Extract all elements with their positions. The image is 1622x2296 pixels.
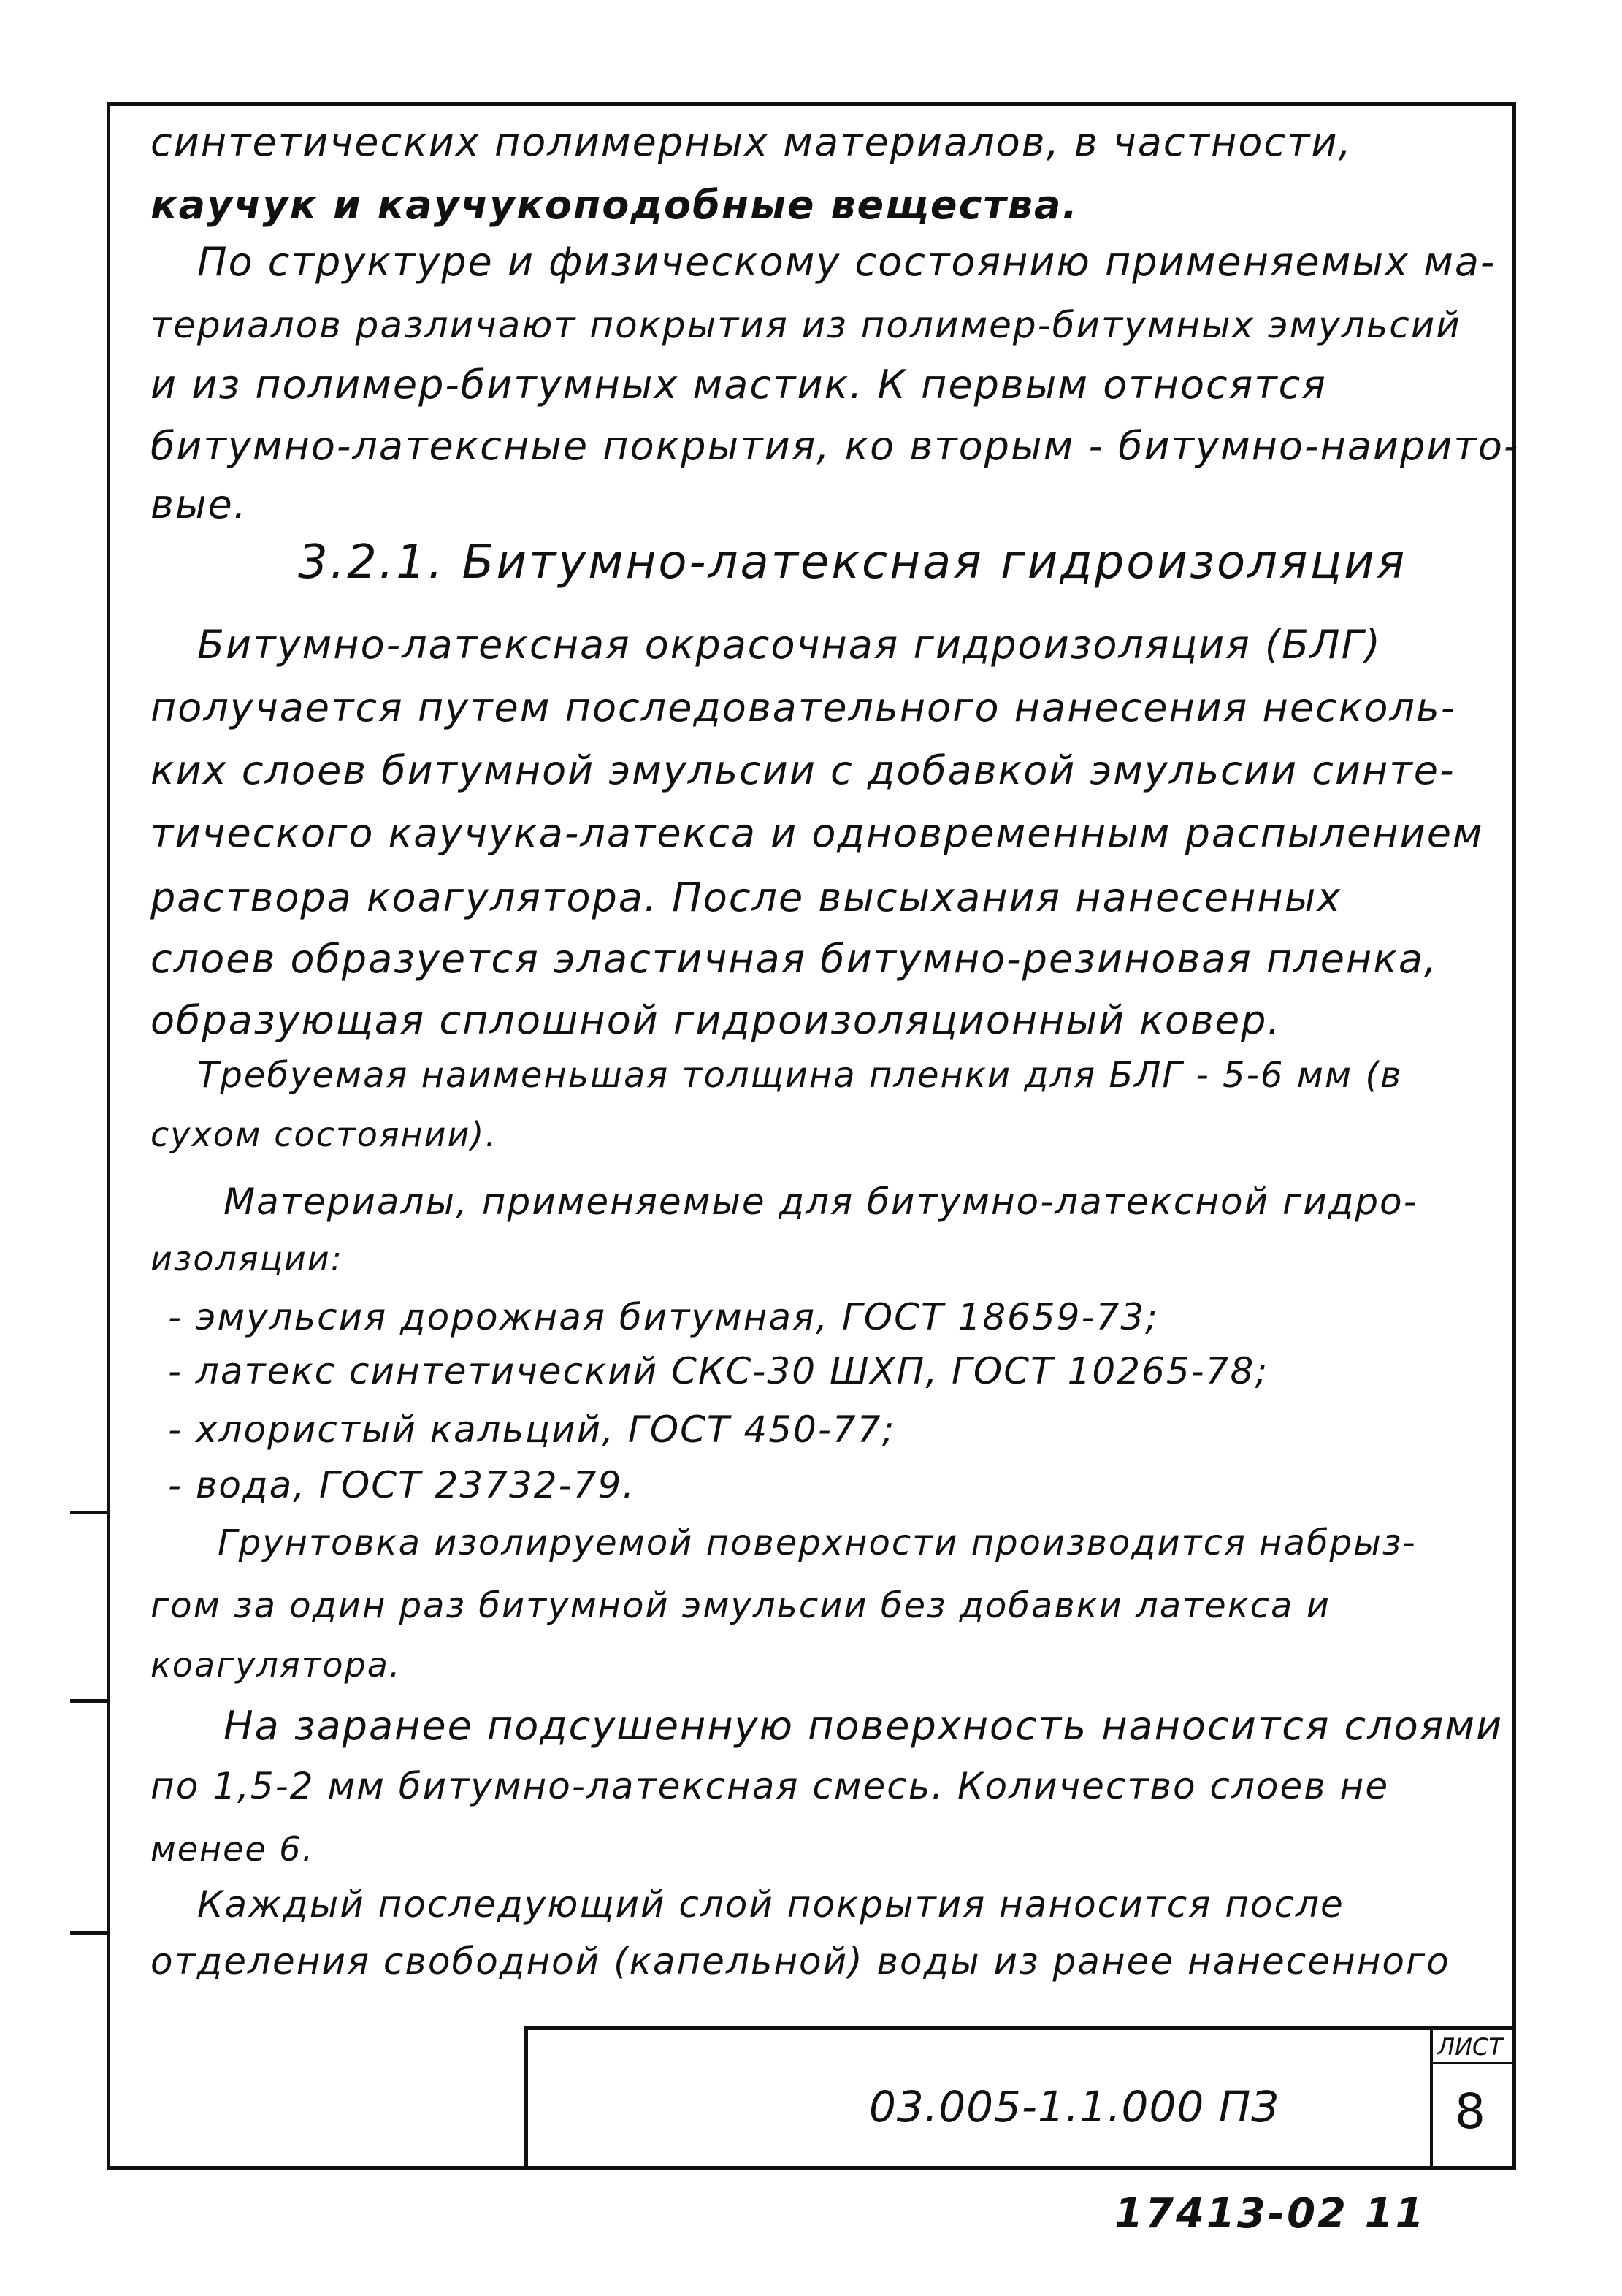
text-line: - вода, ГОСТ 23732-79. xyxy=(168,1464,636,1506)
text-line: тического каучука-латекса и одновременным распылением xyxy=(150,810,1484,856)
text-line: отделения свободной (капельной) воды из ранее нанесенного xyxy=(150,1940,1450,1983)
text-line: слоев образуется эластичная битумно-резиновая пленка, xyxy=(150,936,1439,982)
text-line: образующая сплошной гидроизоляционный ковер. xyxy=(150,997,1282,1043)
stamp-border xyxy=(1430,2026,1433,2170)
text-line: Требуемая наименьшая толщина пленки для БЛГ - 5-6 мм (в xyxy=(197,1055,1403,1096)
text-line: вые. xyxy=(150,481,248,527)
inventory-number: 17413-02 11 xyxy=(1114,2190,1426,2238)
text-line: коагулятора. xyxy=(150,1645,402,1685)
text-line: На заранее подсушенную поверхность наносится слоями xyxy=(223,1703,1504,1749)
text-line: изоляции: xyxy=(150,1239,344,1278)
text-line: и из полимер-битумных мастик. К первым относятся xyxy=(150,362,1327,408)
stamp-border xyxy=(524,2026,528,2170)
text-line: Каждый последующий слой покрытия наносится после xyxy=(197,1883,1344,1926)
text-line: По структуре и физическому состоянию применяемых ма- xyxy=(197,239,1496,285)
revision-mark xyxy=(70,1931,107,1935)
section-heading: 3.2.1. Битумно-латексная гидроизоляция xyxy=(298,535,1407,590)
document-code: 03.005-1.1.000 ПЗ xyxy=(869,2082,1279,2132)
sheet-label: ЛИСТ xyxy=(1437,2033,1503,2061)
revision-mark xyxy=(70,1699,107,1703)
text-line: - хлористый кальций, ГОСТ 450-77; xyxy=(168,1408,896,1451)
text-line: Битумно-латексная окрасочная гидроизоляция (БЛГ) xyxy=(197,622,1382,668)
text-line: по 1,5-2 мм битумно-латексная смесь. Количество слоев не xyxy=(150,1765,1390,1807)
text-line: Материалы, применяемые для битумно-латексной гидро- xyxy=(223,1181,1418,1223)
text-line: синтетических полимерных материалов, в частности, xyxy=(150,119,1353,165)
text-line: каучук и каучукоподобные вещества. xyxy=(150,182,1079,228)
text-line: битумно-латексные покрытия, ко вторым - битумно-наирито- xyxy=(150,423,1520,469)
text-line: териалов различают покрытия из полимер-битумных эмульсий xyxy=(150,304,1461,346)
text-line: сухом состоянии). xyxy=(150,1115,497,1154)
text-line: ких слоев битумной эмульсии с добавкой эмульсии синте- xyxy=(150,747,1455,793)
revision-mark xyxy=(70,1511,107,1514)
text-line: раствора коагулятора. После высыхания нанесенных xyxy=(150,874,1342,920)
text-line: - латекс синтетический СКС-30 ШХП, ГОСТ 10265-78; xyxy=(168,1350,1269,1392)
stamp-border xyxy=(1430,2062,1516,2064)
text-line: Грунтовка изолируемой поверхности производится набрыз- xyxy=(218,1522,1417,1563)
text-line: гом за один раз битумной эмульсии без добавки латекса и xyxy=(150,1585,1331,1626)
text-line: получается путем последовательного нанесения несколь- xyxy=(150,684,1457,731)
text-line: менее 6. xyxy=(150,1829,315,1869)
stamp-border xyxy=(524,2026,1516,2030)
sheet-number: 8 xyxy=(1455,2083,1485,2140)
text-line: - эмульсия дорожная битумная, ГОСТ 18659-73; xyxy=(168,1296,1159,1338)
